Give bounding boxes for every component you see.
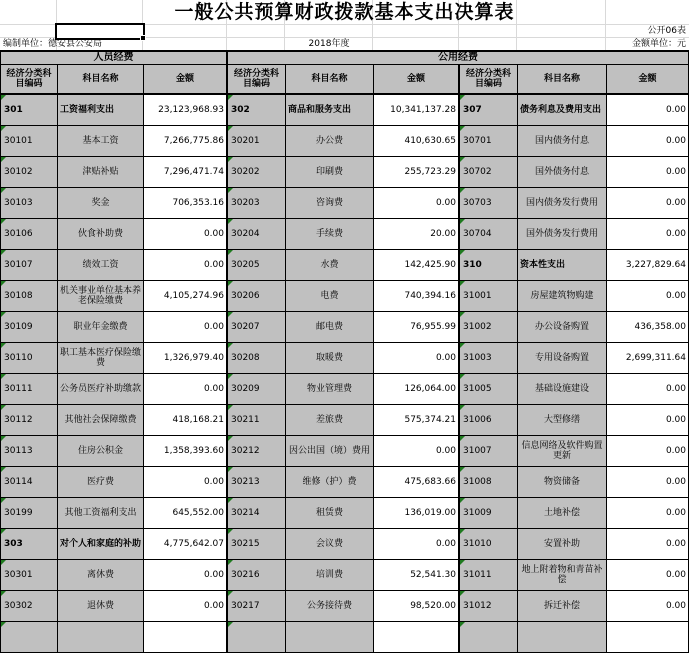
text-format-indicator-icon <box>228 250 233 255</box>
cell-econ-code[interactable]: 30205 <box>228 250 286 281</box>
text-format-indicator-icon <box>1 405 6 410</box>
cell-amount[interactable]: 3,227,829.64 <box>607 250 689 281</box>
cell-econ-code[interactable]: 31006 <box>460 405 518 436</box>
cell-amount[interactable]: 0.00 <box>607 219 689 250</box>
cell-amount[interactable]: 0.00 <box>607 157 689 188</box>
cell-econ-code[interactable]: 30102 <box>1 157 58 188</box>
cell-subject-name[interactable]: 地上附着物和青苗补偿 <box>518 560 607 591</box>
cell-econ-code[interactable]: 30108 <box>1 281 58 312</box>
cell-econ-code[interactable]: 30209 <box>228 374 286 405</box>
cell-amount[interactable]: 0.00 <box>607 405 689 436</box>
cell-amount[interactable]: 23,123,968.93 <box>144 95 228 126</box>
cell-econ-code[interactable]: 31008 <box>460 467 518 498</box>
text-format-indicator-icon <box>460 405 465 410</box>
cell-subject-name[interactable]: 机关事业单位基本养老保险缴费 <box>58 281 144 312</box>
cell-subject-name[interactable]: 电费 <box>286 281 374 312</box>
cell-amount[interactable]: 4,775,642.07 <box>144 529 228 560</box>
cell-subject-name[interactable] <box>518 622 607 653</box>
cell-amount[interactable]: 645,552.00 <box>144 498 228 529</box>
cell-amount[interactable]: 0.00 <box>607 126 689 157</box>
text-format-indicator-icon <box>1 591 6 596</box>
text-format-indicator-icon <box>1 343 6 348</box>
cell-econ-code[interactable]: 30701 <box>460 126 518 157</box>
cell-subject-name[interactable]: 离休费 <box>58 560 144 591</box>
col-header-amount[interactable]: 金额 <box>144 65 228 95</box>
cell-amount[interactable]: 136,019.00 <box>374 498 460 529</box>
text-format-indicator-icon <box>228 405 233 410</box>
col-header-amount[interactable]: 金额 <box>374 65 460 95</box>
cell-econ-code[interactable]: 30106 <box>1 219 58 250</box>
cell-subject-name[interactable]: 咨询费 <box>286 188 374 219</box>
cell-subject-name[interactable]: 因公出国（境）费用 <box>286 436 374 467</box>
cell-econ-code[interactable]: 302 <box>228 95 286 126</box>
cell-amount[interactable]: 0.00 <box>607 95 689 126</box>
cell-subject-name[interactable]: 对个人和家庭的补助 <box>58 529 144 560</box>
text-format-indicator-icon <box>460 467 465 472</box>
cell-amount[interactable]: 0.00 <box>144 250 228 281</box>
cell-amount[interactable]: 0.00 <box>607 498 689 529</box>
page-title[interactable]: 一般公共预算财政拨款基本支出决算表 <box>174 2 515 23</box>
text-format-indicator-icon <box>460 126 465 131</box>
cell-amount[interactable]: 255,723.29 <box>374 157 460 188</box>
cell-amount[interactable]: 10,341,137.28 <box>374 95 460 126</box>
text-format-indicator-icon <box>1 219 6 224</box>
cell-subject-name[interactable]: 资本性支出 <box>518 250 607 281</box>
cell-subject-name[interactable]: 国外债务发行费用 <box>518 219 607 250</box>
cell-econ-code[interactable]: 30213 <box>228 467 286 498</box>
cell-amount[interactable] <box>607 622 689 653</box>
text-format-indicator-icon <box>228 436 233 441</box>
text-format-indicator-icon <box>228 188 233 193</box>
cell-econ-code[interactable]: 30201 <box>228 126 286 157</box>
text-format-indicator-icon <box>460 188 465 193</box>
cell-amount[interactable]: 740,394.16 <box>374 281 460 312</box>
cell-econ-code[interactable]: 30113 <box>1 436 58 467</box>
cell-subject-name[interactable]: 会议费 <box>286 529 374 560</box>
cell-econ-code[interactable]: 310 <box>460 250 518 281</box>
text-format-indicator-icon <box>1 188 6 193</box>
cell-econ-code[interactable]: 30111 <box>1 374 58 405</box>
cell-amount[interactable]: 0.00 <box>144 219 228 250</box>
cell-amount[interactable]: 0.00 <box>607 281 689 312</box>
text-format-indicator-icon <box>228 498 233 503</box>
cell-subject-name[interactable]: 物资储备 <box>518 467 607 498</box>
cell-econ-code[interactable]: 301 <box>1 95 58 126</box>
cell-amount[interactable]: 0.00 <box>144 312 228 343</box>
text-format-indicator-icon <box>460 250 465 255</box>
fiscal-year-label[interactable]: 2018年度 <box>308 39 350 49</box>
text-format-indicator-icon <box>1 374 6 379</box>
cell-econ-code[interactable]: 307 <box>460 95 518 126</box>
text-format-indicator-icon <box>460 219 465 224</box>
cell-subject-name[interactable]: 大型修缮 <box>518 405 607 436</box>
cell-subject-name[interactable]: 工资福利支出 <box>58 95 144 126</box>
cell-econ-code[interactable]: 31009 <box>460 498 518 529</box>
cell-amount[interactable]: 0.00 <box>607 374 689 405</box>
cell-subject-name[interactable] <box>58 622 144 653</box>
cell-amount[interactable]: 98,520.00 <box>374 591 460 622</box>
fill-handle[interactable] <box>140 35 146 41</box>
text-format-indicator-icon <box>460 498 465 503</box>
text-format-indicator-icon <box>1 157 6 162</box>
text-format-indicator-icon <box>1 312 6 317</box>
cell-subject-name[interactable]: 医疗费 <box>58 467 144 498</box>
cell-amount[interactable]: 0.00 <box>374 188 460 219</box>
cell-econ-code[interactable]: 30212 <box>228 436 286 467</box>
cell-subject-name[interactable]: 房屋建筑物购建 <box>518 281 607 312</box>
text-format-indicator-icon <box>460 374 465 379</box>
text-format-indicator-icon <box>460 529 465 534</box>
cell-subject-name[interactable]: 其他工资福利支出 <box>58 498 144 529</box>
cell-econ-code[interactable]: 30217 <box>228 591 286 622</box>
text-format-indicator-icon <box>228 343 233 348</box>
cell-subject-name[interactable]: 职工基本医疗保险缴费 <box>58 343 144 374</box>
text-format-indicator-icon <box>1 467 6 472</box>
cell-subject-name[interactable]: 国内债务发行费用 <box>518 188 607 219</box>
cell-amount[interactable]: 126,064.00 <box>374 374 460 405</box>
cell-subject-name[interactable]: 债务利息及费用支出 <box>518 95 607 126</box>
cell-subject-name[interactable]: 水费 <box>286 250 374 281</box>
text-format-indicator-icon <box>228 467 233 472</box>
cell-amount[interactable]: 0.00 <box>607 467 689 498</box>
cell-subject-name[interactable]: 拆迁补偿 <box>518 591 607 622</box>
cell-econ-code[interactable]: 30101 <box>1 126 58 157</box>
cell-econ-code[interactable]: 30302 <box>1 591 58 622</box>
cell-amount[interactable] <box>144 622 228 653</box>
cell-econ-code[interactable]: 30107 <box>1 250 58 281</box>
cell-subject-name[interactable]: 土地补偿 <box>518 498 607 529</box>
cell-amount[interactable]: 4,105,274.96 <box>144 281 228 312</box>
cell-amount[interactable]: 52,541.30 <box>374 560 460 591</box>
cell-subject-name[interactable]: 公务接待费 <box>286 591 374 622</box>
cell-econ-code[interactable]: 30202 <box>228 157 286 188</box>
col-header-code[interactable]: 经济分类科目编码 <box>1 65 58 95</box>
cell-subject-name[interactable]: 津贴补贴 <box>58 157 144 188</box>
cell-amount[interactable] <box>374 622 460 653</box>
cell-subject-name[interactable]: 绩效工资 <box>58 250 144 281</box>
cell-amount[interactable]: 436,358.00 <box>607 312 689 343</box>
cell-subject-name[interactable]: 专用设备购置 <box>518 343 607 374</box>
text-format-indicator-icon <box>460 312 465 317</box>
cell-econ-code[interactable]: 31010 <box>460 529 518 560</box>
cell-econ-code[interactable]: 31002 <box>460 312 518 343</box>
cell-amount[interactable]: 1,358,393.60 <box>144 436 228 467</box>
cell-amount[interactable]: 410,630.65 <box>374 126 460 157</box>
cell-econ-code[interactable]: 30199 <box>1 498 58 529</box>
text-format-indicator-icon <box>228 560 233 565</box>
cell-amount[interactable]: 0.00 <box>144 467 228 498</box>
text-format-indicator-icon <box>228 126 233 131</box>
col-header-code[interactable]: 经济分类科目编码 <box>460 65 518 95</box>
cell-amount[interactable]: 0.00 <box>607 188 689 219</box>
cell-amount[interactable]: 7,266,775.86 <box>144 126 228 157</box>
budget-table <box>0 50 689 653</box>
cell-subject-name[interactable]: 国内债务付息 <box>518 126 607 157</box>
cell-subject-name[interactable]: 取暖费 <box>286 343 374 374</box>
group-header-public[interactable]: 公用经费 <box>228 52 689 65</box>
cell-subject-name[interactable]: 信息网络及软件购置更新 <box>518 436 607 467</box>
text-format-indicator-icon <box>1 281 6 286</box>
cell-subject-name[interactable]: 邮电费 <box>286 312 374 343</box>
text-format-indicator-icon <box>460 343 465 348</box>
text-format-indicator-icon <box>1 95 6 100</box>
cell-amount[interactable]: 575,374.21 <box>374 405 460 436</box>
text-format-indicator-icon <box>1 250 6 255</box>
col-header-code[interactable]: 经济分类科目编码 <box>228 65 286 95</box>
text-format-indicator-icon <box>228 374 233 379</box>
cell-amount[interactable]: 0.00 <box>374 529 460 560</box>
cell-amount[interactable]: 418,168.21 <box>144 405 228 436</box>
cell-econ-code[interactable]: 31012 <box>460 591 518 622</box>
text-format-indicator-icon <box>1 560 6 565</box>
cell-econ-code[interactable]: 31001 <box>460 281 518 312</box>
cell-econ-code[interactable]: 30702 <box>460 157 518 188</box>
cell-amount[interactable]: 1,326,979.40 <box>144 343 228 374</box>
cell-subject-name[interactable]: 印刷费 <box>286 157 374 188</box>
text-format-indicator-icon <box>228 529 233 534</box>
cell-amount[interactable]: 0.00 <box>374 343 460 374</box>
text-format-indicator-icon <box>1 529 6 534</box>
col-header-name[interactable]: 科目名称 <box>286 65 374 95</box>
cell-econ-code[interactable]: 303 <box>1 529 58 560</box>
amount-unit-label[interactable]: 金额单位：元 <box>631 39 686 49</box>
cell-amount[interactable]: 2,699,311.64 <box>607 343 689 374</box>
text-format-indicator-icon <box>228 281 233 286</box>
cell-amount[interactable]: 0.00 <box>374 436 460 467</box>
cell-subject-name[interactable]: 办公设备购置 <box>518 312 607 343</box>
cell-subject-name[interactable]: 国外债务付息 <box>518 157 607 188</box>
cell-subject-name[interactable]: 培训费 <box>286 560 374 591</box>
cell-econ-code[interactable]: 31011 <box>460 560 518 591</box>
cell-econ-code[interactable] <box>1 622 58 653</box>
text-format-indicator-icon <box>460 560 465 565</box>
text-format-indicator-icon <box>460 436 465 441</box>
cell-subject-name[interactable]: 手续费 <box>286 219 374 250</box>
text-format-indicator-icon <box>228 219 233 224</box>
cell-subject-name[interactable] <box>286 622 374 653</box>
cell-subject-name[interactable]: 退休费 <box>58 591 144 622</box>
text-format-indicator-icon <box>460 157 465 162</box>
text-format-indicator-icon <box>228 591 233 596</box>
cell-econ-code[interactable]: 30112 <box>1 405 58 436</box>
cell-econ-code[interactable]: 30103 <box>1 188 58 219</box>
col-header-name[interactable]: 科目名称 <box>518 65 607 95</box>
table-number-label[interactable]: 公开06表 <box>647 26 686 36</box>
cell-econ-code[interactable]: 30204 <box>228 219 286 250</box>
cell-amount[interactable]: 7,296,471.74 <box>144 157 228 188</box>
cell-subject-name[interactable]: 差旅费 <box>286 405 374 436</box>
text-format-indicator-icon <box>228 157 233 162</box>
cell-subject-name[interactable]: 公务员医疗补助缴款 <box>58 374 144 405</box>
cell-amount[interactable]: 20.00 <box>374 219 460 250</box>
cell-econ-code[interactable]: 31007 <box>460 436 518 467</box>
cell-amount[interactable]: 0.00 <box>144 374 228 405</box>
cell-econ-code[interactable] <box>228 622 286 653</box>
cell-amount[interactable]: 142,425.90 <box>374 250 460 281</box>
cell-amount[interactable]: 475,683.66 <box>374 467 460 498</box>
cell-econ-code[interactable]: 30211 <box>228 405 286 436</box>
cell-econ-code[interactable]: 31005 <box>460 374 518 405</box>
cell-amount[interactable]: 0.00 <box>607 436 689 467</box>
cell-subject-name[interactable]: 其他社会保障缴费 <box>58 405 144 436</box>
text-format-indicator-icon <box>1 126 6 131</box>
text-format-indicator-icon <box>228 312 233 317</box>
cell-amount[interactable]: 0.00 <box>607 560 689 591</box>
cell-amount[interactable]: 0.00 <box>607 529 689 560</box>
cell-subject-name[interactable]: 基本工资 <box>58 126 144 157</box>
cell-econ-code[interactable]: 30215 <box>228 529 286 560</box>
cell-amount[interactable]: 0.00 <box>144 591 228 622</box>
sheet-top-area <box>0 0 689 50</box>
cell-subject-name[interactable]: 物业管理费 <box>286 374 374 405</box>
cell-econ-code[interactable]: 30206 <box>228 281 286 312</box>
prepared-by-label[interactable]: 编制单位：德安县公安局 <box>3 39 103 49</box>
text-format-indicator-icon <box>460 281 465 286</box>
cell-econ-code[interactable]: 30109 <box>1 312 58 343</box>
cell-subject-name[interactable]: 办公费 <box>286 126 374 157</box>
cell-econ-code[interactable]: 30214 <box>228 498 286 529</box>
cell-econ-code[interactable]: 30216 <box>228 560 286 591</box>
cell-subject-name[interactable]: 商品和服务支出 <box>286 95 374 126</box>
cell-econ-code[interactable]: 30114 <box>1 467 58 498</box>
col-header-name[interactable]: 科目名称 <box>58 65 144 95</box>
cell-amount[interactable]: 0.00 <box>607 591 689 622</box>
text-format-indicator-icon <box>1 498 6 503</box>
cell-econ-code[interactable]: 30207 <box>228 312 286 343</box>
text-format-indicator-icon <box>460 591 465 596</box>
cell-subject-name[interactable]: 职业年金缴费 <box>58 312 144 343</box>
cell-subject-name[interactable]: 住房公积金 <box>58 436 144 467</box>
cell-econ-code[interactable]: 30203 <box>228 188 286 219</box>
col-header-amount[interactable]: 金额 <box>607 65 689 95</box>
cell-subject-name[interactable]: 伙食补助费 <box>58 219 144 250</box>
cell-subject-name[interactable]: 租赁费 <box>286 498 374 529</box>
cell-subject-name[interactable]: 基础设施建设 <box>518 374 607 405</box>
cell-econ-code[interactable] <box>460 622 518 653</box>
text-format-indicator-icon <box>228 95 233 100</box>
text-format-indicator-icon <box>1 436 6 441</box>
text-format-indicator-icon <box>460 95 465 100</box>
cell-econ-code[interactable]: 30110 <box>1 343 58 374</box>
cell-amount[interactable]: 76,955.99 <box>374 312 460 343</box>
cell-amount[interactable]: 706,353.16 <box>144 188 228 219</box>
cell-amount[interactable]: 0.00 <box>144 560 228 591</box>
cell-econ-code[interactable]: 30208 <box>228 343 286 374</box>
cell-subject-name[interactable]: 安置补助 <box>518 529 607 560</box>
group-header-personnel[interactable]: 人员经费 <box>1 52 228 65</box>
cell-econ-code[interactable]: 31003 <box>460 343 518 374</box>
cell-econ-code[interactable]: 30703 <box>460 188 518 219</box>
cell-subject-name[interactable]: 奖金 <box>58 188 144 219</box>
cell-econ-code[interactable]: 30704 <box>460 219 518 250</box>
cell-subject-name[interactable]: 维修（护）费 <box>286 467 374 498</box>
cell-econ-code[interactable]: 30301 <box>1 560 58 591</box>
